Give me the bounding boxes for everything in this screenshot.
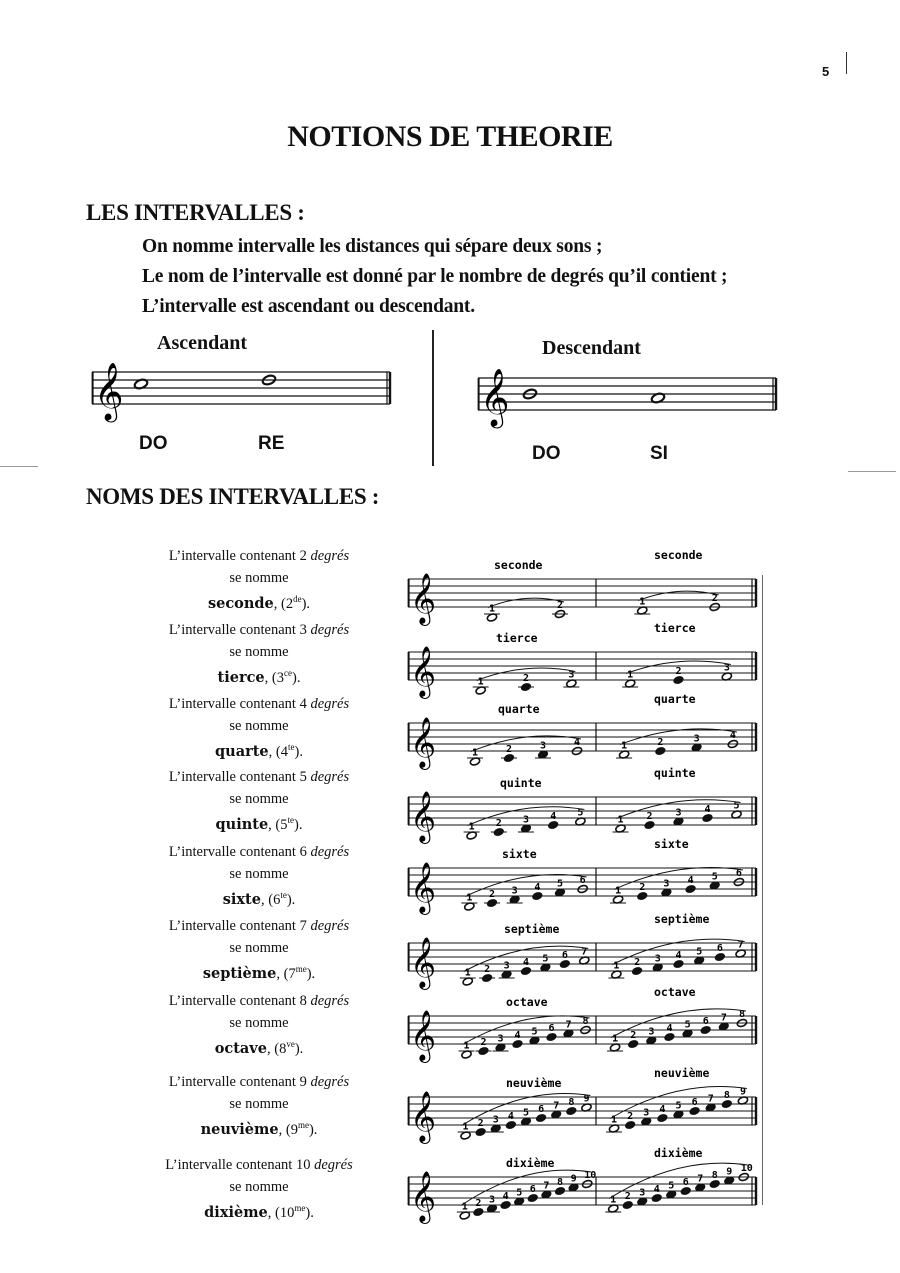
- degree-number: 2: [675, 666, 682, 677]
- degree-number: 6: [702, 1016, 709, 1027]
- names-heading: NOMS DES INTERVALLES :: [86, 484, 380, 509]
- staff-label-first: quarte: [498, 702, 540, 716]
- interval-prefix: L’intervalle contenant: [168, 993, 296, 1009]
- degree-number: 4: [514, 1030, 521, 1041]
- degree-number: 5: [577, 807, 584, 819]
- interval-row-line1: [130, 1155, 388, 1177]
- staff-label-second: dixième: [654, 1146, 703, 1160]
- interval-staff-9: [408, 1066, 758, 1143]
- degree-number: 8: [568, 1097, 575, 1108]
- degree-number: 3: [492, 1114, 499, 1126]
- degree-number: 6: [538, 1104, 545, 1115]
- interval-row-line3: sixte, $(6^{te})$.: [222, 890, 296, 908]
- interval-row-line1: [130, 620, 388, 642]
- ascending-note-1: DO: [139, 433, 168, 454]
- interval-row-9: [130, 1072, 388, 1141]
- degree-number: 2: [489, 889, 496, 900]
- degree-number: 2: [506, 744, 513, 755]
- degree-number: 3: [643, 1107, 650, 1119]
- interval-row-line3: dixième, $(10^{me})$.: [204, 1203, 314, 1221]
- degree-number: 6: [735, 868, 742, 879]
- degree-number: 2: [557, 600, 564, 611]
- degree-number: 4: [534, 882, 541, 893]
- interval-staff-10: [408, 1146, 758, 1223]
- degree-number: 3: [568, 669, 575, 681]
- degree-number: 5: [516, 1187, 523, 1199]
- degree-number: 3: [503, 960, 510, 972]
- interval-abbr-suffix: me: [297, 1120, 309, 1130]
- staff-label-second: neuvième: [654, 1066, 710, 1080]
- treble-clef-icon: 𝄞: [410, 937, 437, 988]
- degree-number: 3: [648, 1026, 655, 1038]
- degree-number: 1: [612, 1033, 619, 1045]
- degree-number: 2: [495, 818, 502, 829]
- interval-row-line2: se nomme: [229, 939, 289, 956]
- degree-number: 4: [704, 804, 711, 815]
- interval-slur: [465, 874, 586, 896]
- interval-row-line2: se nomme: [229, 1178, 289, 1195]
- interval-count: 2: [299, 548, 307, 564]
- page-edge-mark: [846, 52, 847, 74]
- ascending-label: Ascendant: [157, 332, 248, 354]
- degree-number: 9: [570, 1173, 577, 1185]
- staff-label-first: seconde: [494, 558, 543, 572]
- interval-count: 7: [299, 918, 307, 934]
- degree-number: 5: [711, 871, 718, 883]
- interval-prefix: L’intervalle contenant: [165, 1157, 293, 1173]
- interval-staff-4: [408, 692, 758, 769]
- interval-abbr-suffix: ve: [286, 1039, 295, 1049]
- degree-number: 8: [557, 1177, 564, 1188]
- interval-row-3: [130, 620, 388, 689]
- degree-number: 4: [502, 1191, 509, 1202]
- interval-row-line1: [130, 767, 388, 789]
- degree-number: 4: [666, 1023, 673, 1034]
- interval-name: quinte: [215, 815, 269, 833]
- interval-count: 10: [295, 1157, 311, 1173]
- ascending-staff: [92, 362, 392, 430]
- treble-clef-icon: 𝄞: [410, 646, 437, 697]
- staff-label-second: septième: [654, 912, 710, 926]
- degree-number: 6: [716, 943, 723, 954]
- staff-label-second: seconde: [654, 548, 703, 562]
- interval-name: tierce: [217, 668, 265, 686]
- interval-abbr: 8: [279, 1040, 287, 1057]
- treble-clef-icon: 𝄞: [480, 368, 510, 426]
- degree-number: 1: [461, 1201, 468, 1213]
- interval-abbr: 9: [290, 1121, 298, 1138]
- interval-count: 9: [299, 1074, 307, 1090]
- degree-number: 3: [693, 733, 700, 745]
- interval-row-4: [130, 694, 388, 763]
- degree-number: 7: [543, 1180, 550, 1192]
- interval-unit: degrés: [310, 769, 350, 785]
- degree-number: 7: [720, 1012, 727, 1024]
- degree-number: 2: [523, 673, 530, 684]
- staff-label-second: sixte: [654, 837, 689, 851]
- degree-number: 2: [480, 1037, 487, 1048]
- degree-number: 2: [646, 811, 653, 822]
- interval-abbr-suffix: me: [295, 964, 307, 974]
- degree-number: 2: [657, 737, 664, 748]
- interval-prefix: L’intervalle contenant: [168, 769, 296, 785]
- interval-prefix: L’intervalle contenant: [168, 548, 296, 564]
- degree-number: 6: [529, 1184, 536, 1195]
- degree-number: 5: [684, 1019, 691, 1031]
- degree-number: 5: [733, 800, 740, 812]
- interval-row-line1: [130, 916, 388, 938]
- interval-abbr-suffix: de: [293, 594, 302, 604]
- interval-row-line3: quarte, $(4^{te})$.: [215, 742, 303, 760]
- interval-staff-8: [408, 985, 758, 1062]
- treble-clef-icon: 𝄞: [410, 1010, 437, 1061]
- degree-number: 9: [726, 1166, 733, 1178]
- degree-number: 2: [634, 957, 641, 968]
- staff-label-first: tierce: [496, 631, 538, 645]
- interval-prefix: L’intervalle contenant: [168, 1074, 296, 1090]
- degree-number: 7: [737, 939, 744, 951]
- degree-number: 3: [523, 814, 530, 826]
- interval-unit: degrés: [310, 918, 350, 934]
- staff-label-first: neuvième: [506, 1076, 562, 1090]
- margin-mark: [848, 471, 896, 472]
- degree-number: 5: [523, 1107, 530, 1119]
- interval-abbr: 6: [273, 891, 281, 908]
- interval-staff-7: [408, 912, 758, 989]
- intro-line-2: Le nom de l’intervalle est donné par le nombre de degrés qu’il contient ;: [142, 266, 728, 287]
- interval-unit: degrés: [310, 844, 350, 860]
- degree-number: 3: [511, 885, 518, 897]
- degree-number: 1: [611, 1114, 618, 1126]
- staff-label-second: quarte: [654, 692, 696, 706]
- degree-number: 10: [740, 1163, 753, 1174]
- degree-number: 1: [463, 1040, 470, 1052]
- degree-number: 3: [654, 953, 661, 965]
- degree-number: 4: [675, 950, 682, 961]
- page-title: NOTIONS DE THEORIE: [287, 120, 613, 153]
- interval-row-line3: seconde, (2de).: [207, 594, 311, 612]
- interval-abbr: 2: [285, 595, 294, 612]
- descending-staff: [478, 368, 778, 436]
- degree-number: 6: [691, 1097, 698, 1108]
- interval-row-line3: octave, $(8^{ve})$.: [214, 1039, 304, 1057]
- interval-abbr: 4: [280, 743, 288, 760]
- interval-row-line2: se nomme: [229, 717, 289, 734]
- interval-abbr: 3: [276, 669, 284, 686]
- interval-row-line3: neuvième, $(9^{me})$.: [200, 1120, 318, 1138]
- degree-number: 1: [627, 669, 634, 681]
- degree-number: 7: [581, 946, 588, 958]
- interval-name: septième: [202, 964, 277, 982]
- degree-number: 9: [583, 1093, 590, 1105]
- degree-number: 1: [464, 967, 471, 979]
- degree-number: 8: [738, 1009, 745, 1020]
- interval-unit: degrés: [310, 993, 350, 1009]
- interval-row-line2: se nomme: [229, 643, 289, 660]
- degree-number: 1: [472, 747, 479, 759]
- degree-number: 5: [668, 1180, 675, 1192]
- staff-label-first: septième: [504, 922, 560, 936]
- interval-name: seconde: [207, 594, 274, 612]
- interval-row-7: [130, 916, 388, 985]
- degree-number: 1: [610, 1194, 617, 1206]
- descending-note-2: SI: [650, 443, 668, 464]
- interval-row-5: [130, 767, 388, 836]
- margin-mark: [0, 466, 38, 467]
- degree-number: 3: [497, 1033, 504, 1045]
- interval-count: 6: [299, 844, 307, 860]
- interval-staff-6: [408, 837, 758, 914]
- interval-row-line3: tierce, $(3^{ce})$.: [217, 668, 301, 686]
- interval-unit: degrés: [310, 548, 350, 564]
- music-column-rule: [762, 575, 763, 1205]
- interval-name: octave: [214, 1039, 267, 1057]
- descending-label: Descendant: [542, 337, 641, 359]
- degree-number: 4: [687, 875, 694, 886]
- degree-number: 4: [653, 1184, 660, 1195]
- degree-number: 5: [675, 1100, 682, 1112]
- interval-abbr-suffix: me: [294, 1203, 306, 1213]
- interval-row-10: [130, 1155, 388, 1224]
- degree-number: 8: [723, 1090, 730, 1101]
- interval-row-line3: septième, $(7^{me})$.: [202, 964, 316, 982]
- interval-prefix: L’intervalle contenant: [168, 622, 296, 638]
- interval-row-line1: [130, 1072, 388, 1094]
- interval-staff-5: [408, 766, 758, 843]
- degree-number: 2: [630, 1030, 637, 1041]
- staff-label-first: sixte: [502, 847, 537, 861]
- degree-number: 5: [696, 946, 703, 958]
- interval-slur: [614, 867, 743, 889]
- degree-number: 3: [489, 1194, 496, 1206]
- interval-prefix: L’intervalle contenant: [168, 696, 296, 712]
- degree-number: 1: [615, 885, 622, 897]
- treble-clef-icon: 𝄞: [410, 1091, 437, 1142]
- degree-number: 4: [574, 737, 581, 748]
- interval-name: sixte: [222, 890, 261, 908]
- treble-clef-icon: 𝄞: [410, 862, 437, 913]
- degree-number: 6: [579, 875, 586, 886]
- degree-number: 2: [484, 964, 491, 975]
- degree-number: 1: [617, 814, 624, 826]
- interval-row-line2: se nomme: [229, 865, 289, 882]
- ascending-note-2: RE: [258, 433, 285, 454]
- interval-unit: degrés: [314, 1157, 353, 1173]
- interval-row-8: [130, 991, 388, 1060]
- interval-staff-2: [408, 548, 758, 625]
- degree-number: 4: [729, 730, 736, 741]
- degree-number: 2: [624, 1191, 631, 1202]
- interval-count: 8: [299, 993, 307, 1009]
- degree-number: 1: [621, 740, 628, 752]
- interval-name: dixième: [204, 1203, 268, 1221]
- degree-number: 2: [477, 1118, 484, 1129]
- interval-row-line2: se nomme: [229, 569, 289, 586]
- degree-number: 3: [723, 662, 730, 674]
- staff-label-second: tierce: [654, 621, 696, 635]
- interval-abbr-suffix: ce: [284, 668, 292, 678]
- treble-clef-icon: 𝄞: [410, 573, 437, 624]
- degree-number: 4: [550, 811, 557, 822]
- treble-clef-icon: 𝄞: [410, 1171, 437, 1222]
- degree-number: 9: [739, 1086, 746, 1098]
- example-divider: [432, 330, 434, 466]
- interval-prefix: L’intervalle contenant: [168, 844, 296, 860]
- interval-abbr-suffix: te: [280, 890, 287, 900]
- treble-clef-icon: 𝄞: [410, 791, 437, 842]
- interval-count: 4: [299, 696, 307, 712]
- interval-row-line2: se nomme: [229, 1095, 289, 1112]
- degree-number: 7: [697, 1173, 704, 1185]
- interval-unit: degrés: [310, 622, 350, 638]
- treble-clef-icon: 𝄞: [94, 362, 124, 420]
- interval-unit: degrés: [310, 696, 350, 712]
- degree-number: 1: [477, 676, 484, 688]
- interval-abbr: 5: [280, 816, 288, 833]
- interval-row-line1: [130, 694, 388, 716]
- degree-number: 2: [639, 882, 646, 893]
- degree-number: 8: [711, 1170, 718, 1181]
- interval-row-2: [130, 546, 388, 615]
- degree-number: 6: [682, 1177, 689, 1188]
- interval-abbr-suffix: te: [287, 815, 295, 825]
- interval-staff-3: [408, 621, 758, 698]
- degree-number: 5: [557, 878, 564, 890]
- degree-number: 4: [507, 1111, 514, 1122]
- interval-row-line1: [130, 546, 388, 568]
- intervals-heading: LES INTERVALLES :: [86, 200, 305, 225]
- degree-number: 2: [627, 1111, 634, 1122]
- staff-label-second: quinte: [654, 766, 696, 780]
- interval-abbr-suffix: te: [288, 742, 295, 752]
- interval-name: neuvième: [200, 1120, 279, 1138]
- interval-row-line1: [130, 842, 388, 864]
- degree-number: 3: [663, 878, 670, 890]
- degree-number: 3: [540, 740, 547, 752]
- staff-label-first: octave: [506, 995, 548, 1009]
- degree-number: 1: [489, 603, 496, 615]
- degree-number: 6: [548, 1023, 555, 1034]
- degree-number: 7: [553, 1100, 560, 1112]
- interval-count: 5: [299, 769, 307, 785]
- degree-number: 6: [561, 950, 568, 961]
- degree-number: 5: [542, 953, 549, 965]
- treble-clef-icon: 𝄞: [410, 717, 437, 768]
- interval-row-6: [130, 842, 388, 911]
- degree-number: 4: [659, 1104, 666, 1115]
- intro-line-1: On nomme intervalle les distances qui sépare deux sons ;: [142, 236, 603, 257]
- degree-number: 1: [639, 596, 646, 608]
- interval-prefix: L’intervalle contenant: [168, 918, 296, 934]
- degree-number: 8: [582, 1016, 589, 1027]
- degree-number: 3: [675, 807, 682, 819]
- degree-number: 7: [707, 1093, 714, 1105]
- degree-number: 4: [523, 957, 530, 968]
- degree-number: 2: [475, 1198, 482, 1209]
- staff-label-first: dixième: [506, 1156, 555, 1170]
- degree-number: 5: [531, 1026, 538, 1038]
- degree-number: 1: [462, 1121, 469, 1133]
- staff-label-second: octave: [654, 985, 696, 999]
- degree-number: 3: [639, 1187, 646, 1199]
- degree-number: 10: [584, 1170, 597, 1181]
- staff-label-first: quinte: [500, 776, 542, 790]
- degree-number: 7: [565, 1019, 572, 1031]
- degree-number: 1: [466, 892, 473, 904]
- interval-abbr: 10: [279, 1204, 295, 1221]
- interval-name: quarte: [215, 742, 269, 760]
- intro-line-3: L’intervalle est ascendant ou descendant.: [142, 296, 475, 317]
- degree-number: 2: [711, 593, 718, 604]
- interval-count: 3: [299, 622, 307, 638]
- descending-note-1: DO: [532, 443, 561, 464]
- page-number: 5: [822, 64, 830, 79]
- interval-unit: degrés: [310, 1074, 350, 1090]
- interval-row-line2: se nomme: [229, 790, 289, 807]
- interval-abbr: 7: [288, 965, 296, 982]
- interval-row-line1: [130, 991, 388, 1013]
- degree-number: 1: [468, 821, 475, 833]
- degree-number: 1: [613, 960, 620, 972]
- interval-row-line3: quinte, $(5^{te})$.: [215, 815, 303, 833]
- interval-row-line2: se nomme: [229, 1014, 289, 1031]
